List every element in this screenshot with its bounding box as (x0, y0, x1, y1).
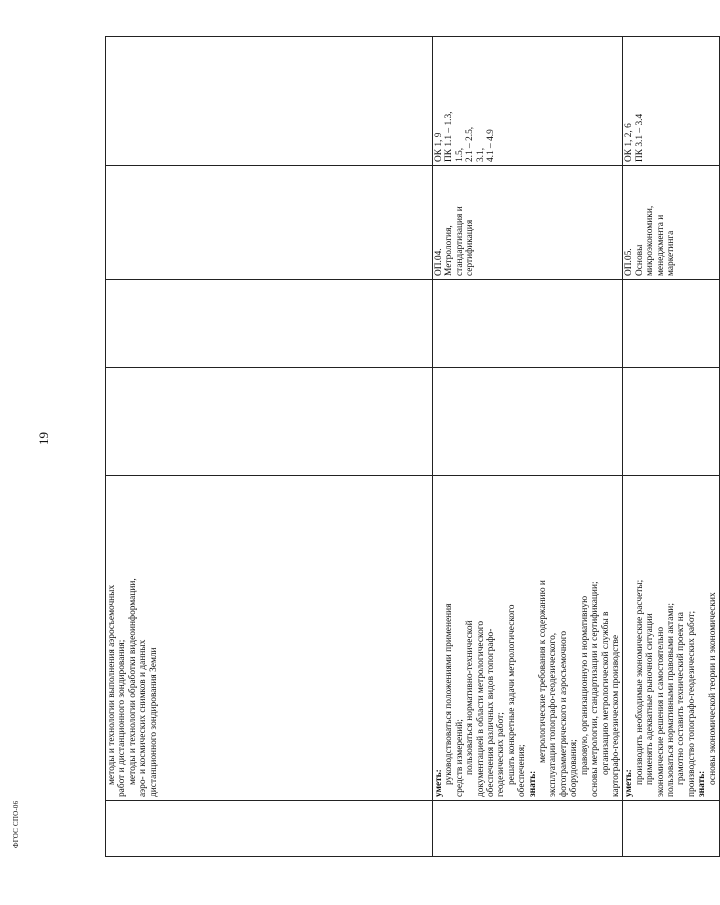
description-line: организацию метрологической службы в (600, 611, 611, 775)
discipline-line: микроэкономики, (645, 205, 656, 276)
description-line: методы и технологии обработки видеоинформации, (127, 578, 138, 785)
discipline-line: ОП.04. (434, 248, 444, 276)
description-line: применять адекватные рыночной ситуации (645, 613, 656, 785)
empty-cell (433, 280, 623, 368)
competency-line: ПК 1.1 – 1.3, (444, 111, 455, 162)
description-line: средств измерений; (454, 719, 465, 797)
description-line: основы экономической теории и экономических (707, 592, 718, 785)
description-cell (433, 476, 623, 801)
skills-heading: уметь: (624, 769, 635, 797)
description-line: производить необходимые экономические расчеты; (634, 579, 645, 785)
knowledge-heading: знать: (697, 770, 708, 797)
description-line: дистанционного зондирования Земли (148, 647, 159, 797)
competency-line: ОК 1, 9 (434, 132, 444, 162)
competencies-cell (106, 37, 433, 166)
empty-cell (106, 280, 433, 368)
description-line: картографо-геодезическом производстве (610, 634, 621, 797)
competency-line: 1.5, (454, 147, 465, 162)
standard-table-rotated (105, 37, 718, 857)
competencies-cell (433, 37, 623, 166)
competency-line: 2.1 – 2.5, (465, 126, 476, 162)
description-cell (623, 476, 720, 801)
competencies-cell (623, 37, 720, 166)
competency-table (105, 36, 720, 857)
description-line: геодезических работ; (496, 712, 507, 797)
empty-cell (623, 280, 720, 368)
description-line: обеспечения различных видов топографо- (486, 628, 497, 797)
discipline-line: ОП.05. (624, 248, 635, 276)
description-line: руководствоваться положениями применения (444, 603, 455, 785)
discipline-line: сертификация (465, 219, 476, 276)
footer-code: ФГОС СПО-06 (12, 800, 20, 848)
index-cell (623, 801, 720, 857)
discipline-cell (106, 166, 433, 280)
description-line: работ и дистанционного зондирования; (117, 639, 128, 797)
competency-line: ОК 1, 2, 6 (624, 123, 635, 162)
discipline-line: Метрология, (444, 225, 455, 276)
knowledge-heading: знать: (527, 770, 538, 797)
description-line: метрологические требования к содержанию и (538, 580, 549, 763)
description-line: документацией в области метрологического (475, 620, 486, 797)
description-line: основы метрологии, стандартизации и сертификации; (590, 581, 601, 797)
description-line: правовую, организационную и нормативную (579, 595, 590, 775)
description-line: производство топографо-геодезических работ; (686, 610, 697, 797)
empty-cell (623, 368, 720, 476)
index-cell (433, 801, 623, 857)
table-row (623, 37, 720, 857)
description-line: аэро- и космических снимков и данных (138, 639, 149, 797)
discipline-cell (623, 166, 720, 280)
empty-cell (433, 368, 623, 476)
description-cell (106, 476, 433, 801)
discipline-line: маркетинга (665, 230, 676, 276)
page-number: 19 (36, 432, 51, 445)
description-line: пользоваться нормативно-технической (465, 620, 476, 775)
discipline-line: Основы (634, 244, 645, 276)
table-row (106, 37, 433, 857)
skills-heading: уметь: (434, 769, 444, 797)
description-line: пользоваться нормативными правовыми актами; (665, 603, 676, 797)
description-line: решать конкретные задачи метрологического (506, 604, 517, 785)
empty-cell (106, 368, 433, 476)
competency-line: 3.1, (475, 147, 486, 162)
index-cell (106, 801, 433, 857)
discipline-line: стандартизация и (454, 206, 465, 276)
discipline-line: менеджмента и (655, 214, 666, 276)
competency-line: 4.1 – 4.9 (486, 129, 497, 162)
description-line: экономические решения и самостоятельно (655, 626, 666, 797)
table-row (433, 37, 623, 857)
competency-line: ПК 3.1 – 3.4 (634, 113, 645, 162)
description-line: методы и технологии выполнения аэросъемочных (107, 584, 117, 785)
description-line: обеспечения; (517, 744, 528, 797)
discipline-cell (433, 166, 623, 280)
description-line: эксплуатации топографо-геодезического, (548, 632, 559, 797)
description-line: оборудования; (569, 739, 580, 797)
description-line: грамотно составить технический проект на (676, 612, 687, 785)
description-line: фотограмметрического и аэросъемочного (558, 630, 569, 797)
